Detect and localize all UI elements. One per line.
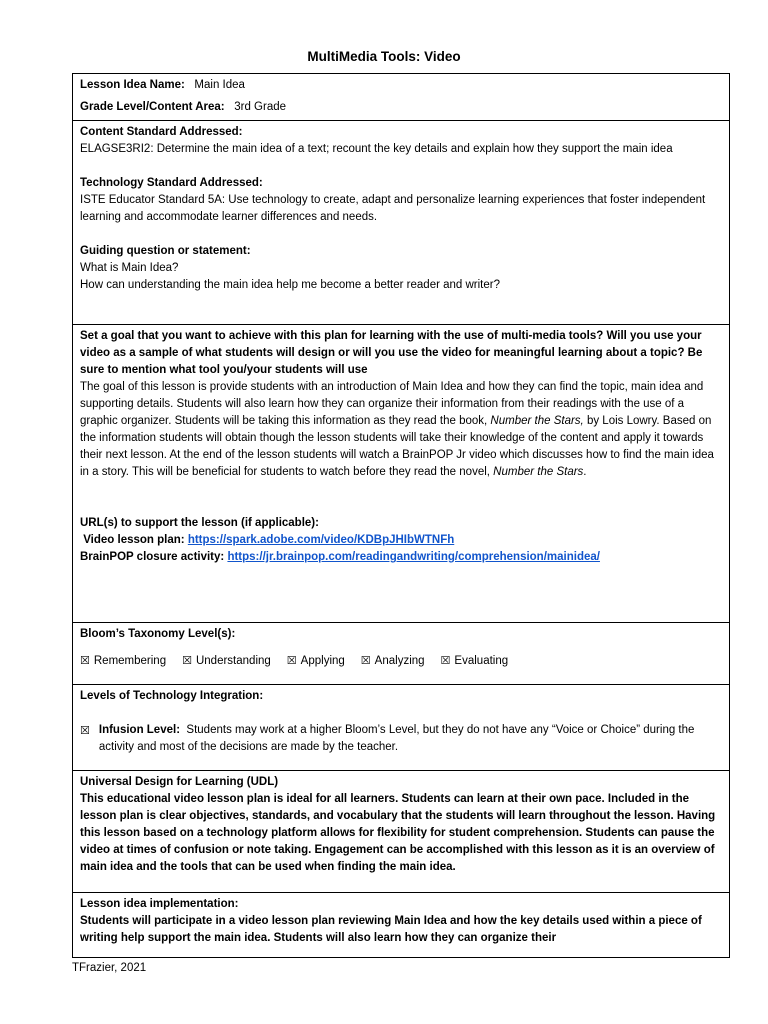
video-lesson-link[interactable]: https://spark.adobe.com/video/KDBpJHIbWTNFh bbox=[187, 534, 455, 546]
technology-standard-label: Technology Standard Addressed: bbox=[80, 177, 263, 189]
implementation-label: Lesson idea implementation: bbox=[80, 898, 239, 910]
blooms-level[interactable]: ☒ Understanding bbox=[182, 654, 271, 667]
blooms-levels bbox=[80, 652, 722, 670]
tech-integration-label: Levels of Technology Integration: bbox=[80, 690, 264, 702]
tech-integration-section bbox=[73, 684, 729, 770]
udl-text: This educational video lesson plan is ideal for all learners. Students can learn at their own pace. Included in the lesson plan is clear objectives, standards, and vocabulary that the students will learn throughout the lesson. Having this lesson based on a technology platform allows for flexibility for student comprehension. Students can pause the video at times of confusion or note taking. Engagement can be accomplished with this lesson as it is an overview of main idea and the tools that can be used when finding the main idea. bbox=[80, 793, 716, 873]
book-title: Number the Stars bbox=[493, 466, 584, 478]
checkbox-checked-icon: ☒ bbox=[440, 654, 451, 667]
blooms-section bbox=[73, 622, 729, 684]
blooms-label: Bloom’s Taxonomy Level(s): bbox=[80, 628, 236, 640]
checkbox-checked-icon: ☒ bbox=[360, 654, 371, 667]
grade-value: 3rd Grade bbox=[234, 101, 287, 113]
lesson-name-value: Main Idea bbox=[194, 79, 245, 91]
technology-standard-text: ISTE Educator Standard 5A: Use technology to create, adapt and personalize learning experiences that foster independent learning and accommodate learner differences and needs. bbox=[80, 194, 706, 223]
udl-label: Universal Design for Learning (UDL) bbox=[80, 776, 279, 788]
blooms-level[interactable]: ☒ Evaluating bbox=[440, 654, 509, 667]
guiding-question-1: What is Main Idea? bbox=[80, 262, 179, 274]
brainpop-link[interactable]: https://jr.brainpop.com/readingandwriting/comprehension/mainidea/ bbox=[227, 551, 600, 563]
goal-prompt: Set a goal that you want to achieve with this plan for learning with the use of multi-media tools? Will you use your video as a sample of what students will design or will you use the video for meaningful learning about a topic? Be sure to mention what tool you/your students will use bbox=[80, 330, 703, 376]
infusion-level-name: Infusion Level: bbox=[98, 724, 181, 736]
infusion-level-text: Students may work at a higher Bloom’s Level, but they do not have any “Voice or Choice” during the activity and most of the decisions are made by the teacher. bbox=[98, 724, 695, 753]
udl-section bbox=[73, 770, 729, 892]
brainpop-label: BrainPOP closure activity: bbox=[80, 551, 225, 563]
goal-section bbox=[73, 324, 729, 622]
blooms-level[interactable]: ☒ Applying bbox=[286, 654, 345, 667]
book-title: Number the Stars, bbox=[490, 415, 584, 427]
implementation-text: Students will participate in a video lesson plan reviewing Main Idea and how the key details used within a piece of writing help support the main idea. Students will also learn how they can organize their bbox=[80, 915, 702, 944]
standards-section bbox=[73, 120, 729, 324]
urls-label: URL(s) to support the lesson (if applicable): bbox=[80, 517, 319, 529]
checkbox-checked-icon[interactable]: ☒ bbox=[80, 724, 90, 737]
grade-label: Grade Level/Content Area: bbox=[80, 101, 225, 113]
lesson-info-section bbox=[73, 74, 729, 120]
checkbox-checked-icon: ☒ bbox=[80, 654, 90, 667]
guiding-question-label: Guiding question or statement: bbox=[80, 245, 251, 257]
goal-text: The goal of this lesson is provide students with an introduction of Main Idea and how they can find the topic, main idea and supporting details. Students will also learn how they can organize their information from their readings with the use of a graphic organizer. Students will be taking this information as they read the book, Number the Stars, by Lois Lowry. Based on the information students will obtain though the lesson students will take their knowledge of the content and apply it towards their next lesson. At the end of the lesson students will watch a BrainPOP Jr video which discusses how to find the main idea in a story. This will be beneficial for students to watch before they read the novel, Number the Stars. bbox=[80, 381, 714, 478]
footer: TFrazier, 2021 bbox=[72, 962, 147, 974]
lesson-name-label: Lesson Idea Name: bbox=[80, 79, 185, 91]
blooms-level[interactable]: ☒ Remembering bbox=[80, 654, 167, 667]
blooms-level[interactable]: ☒ Analyzing bbox=[360, 654, 425, 667]
checkbox-checked-icon: ☒ bbox=[286, 654, 297, 667]
video-lesson-label: Video lesson plan: bbox=[83, 534, 185, 546]
lesson-table bbox=[72, 73, 730, 958]
document-title: MultiMedia Tools: Video bbox=[307, 49, 461, 64]
checkbox-checked-icon: ☒ bbox=[182, 654, 192, 667]
guiding-question-2: How can understanding the main idea help me become a better reader and writer? bbox=[80, 279, 500, 291]
infusion-level bbox=[80, 722, 722, 756]
implementation-section bbox=[73, 892, 729, 959]
content-standard-text: ELAGSE3RI2: Determine the main idea of a text; recount the key details and explain how they support the main idea bbox=[80, 143, 673, 155]
content-standard-label: Content Standard Addressed: bbox=[80, 126, 243, 138]
